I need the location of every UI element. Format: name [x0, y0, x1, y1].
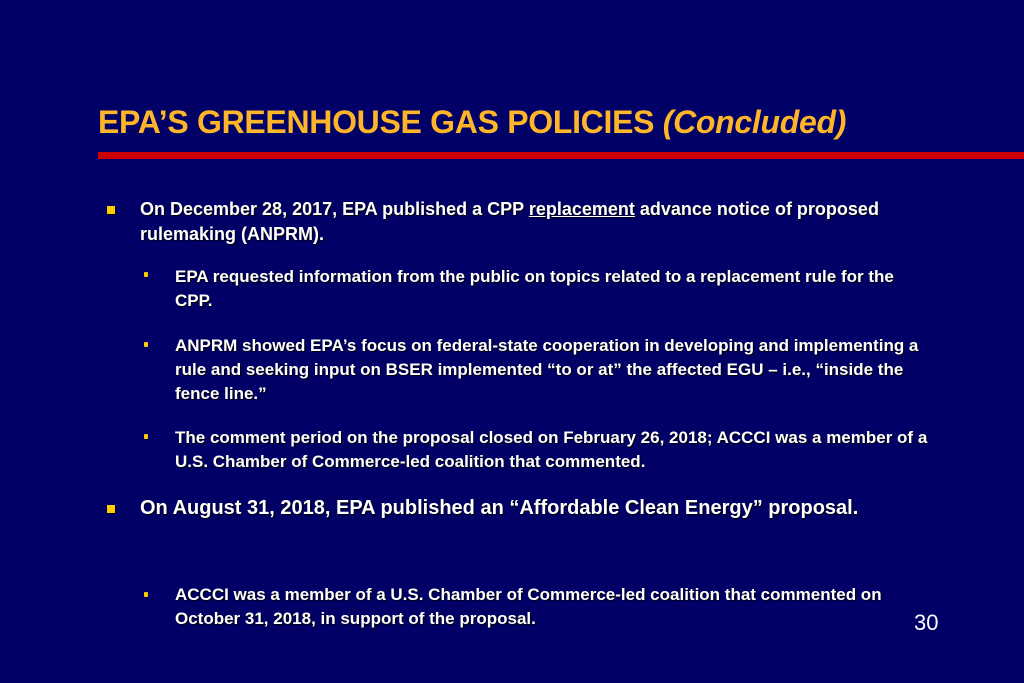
dot-bullet-icon [144, 592, 148, 597]
slide-title [98, 104, 846, 141]
square-bullet-icon [107, 206, 115, 214]
title-main: EPA’S GREENHOUSE GAS POLICIES [98, 104, 655, 140]
bullet-item: On August 31, 2018, EPA published an “Affordable Clean Energy” proposal. [140, 497, 859, 519]
sub-bullet-item: EPA requested information from the public on topics related to a replacement rule for the CPP. [175, 267, 894, 310]
bullet-text: advance notice of proposed rulemaking (ANPRM). [140, 199, 879, 244]
sub-bullet-item: ACCCI was a member of a U.S. Chamber of Commerce-led coalition that commented on October 31, 2018, in support of the proposal. [175, 585, 882, 628]
page-number: 30 [914, 610, 939, 635]
square-bullet-icon [107, 505, 115, 513]
bullet-text: On December 28, 2017, EPA published a CPP [140, 199, 529, 219]
dot-bullet-icon [144, 272, 148, 277]
title-suffix: (Concluded) [662, 104, 847, 140]
sub-bullet-item: ANPRM showed EPA’s focus on federal-state cooperation in developing and implementing a rule and seeking input on BSER implemented “to or at” the affected EGU – i.e., “inside the fence line.” [175, 336, 919, 403]
title-divider [98, 152, 1024, 159]
bullet-item [140, 197, 900, 247]
dot-bullet-icon [144, 434, 148, 439]
dot-bullet-icon [144, 342, 148, 347]
sub-bullet-item: The comment period on the proposal closed on February 26, 2018; ACCCI was a member of a U.S. Chamber of Commerce-led coalition that commented. [175, 428, 928, 471]
underlined-word: replacement [528, 199, 635, 219]
